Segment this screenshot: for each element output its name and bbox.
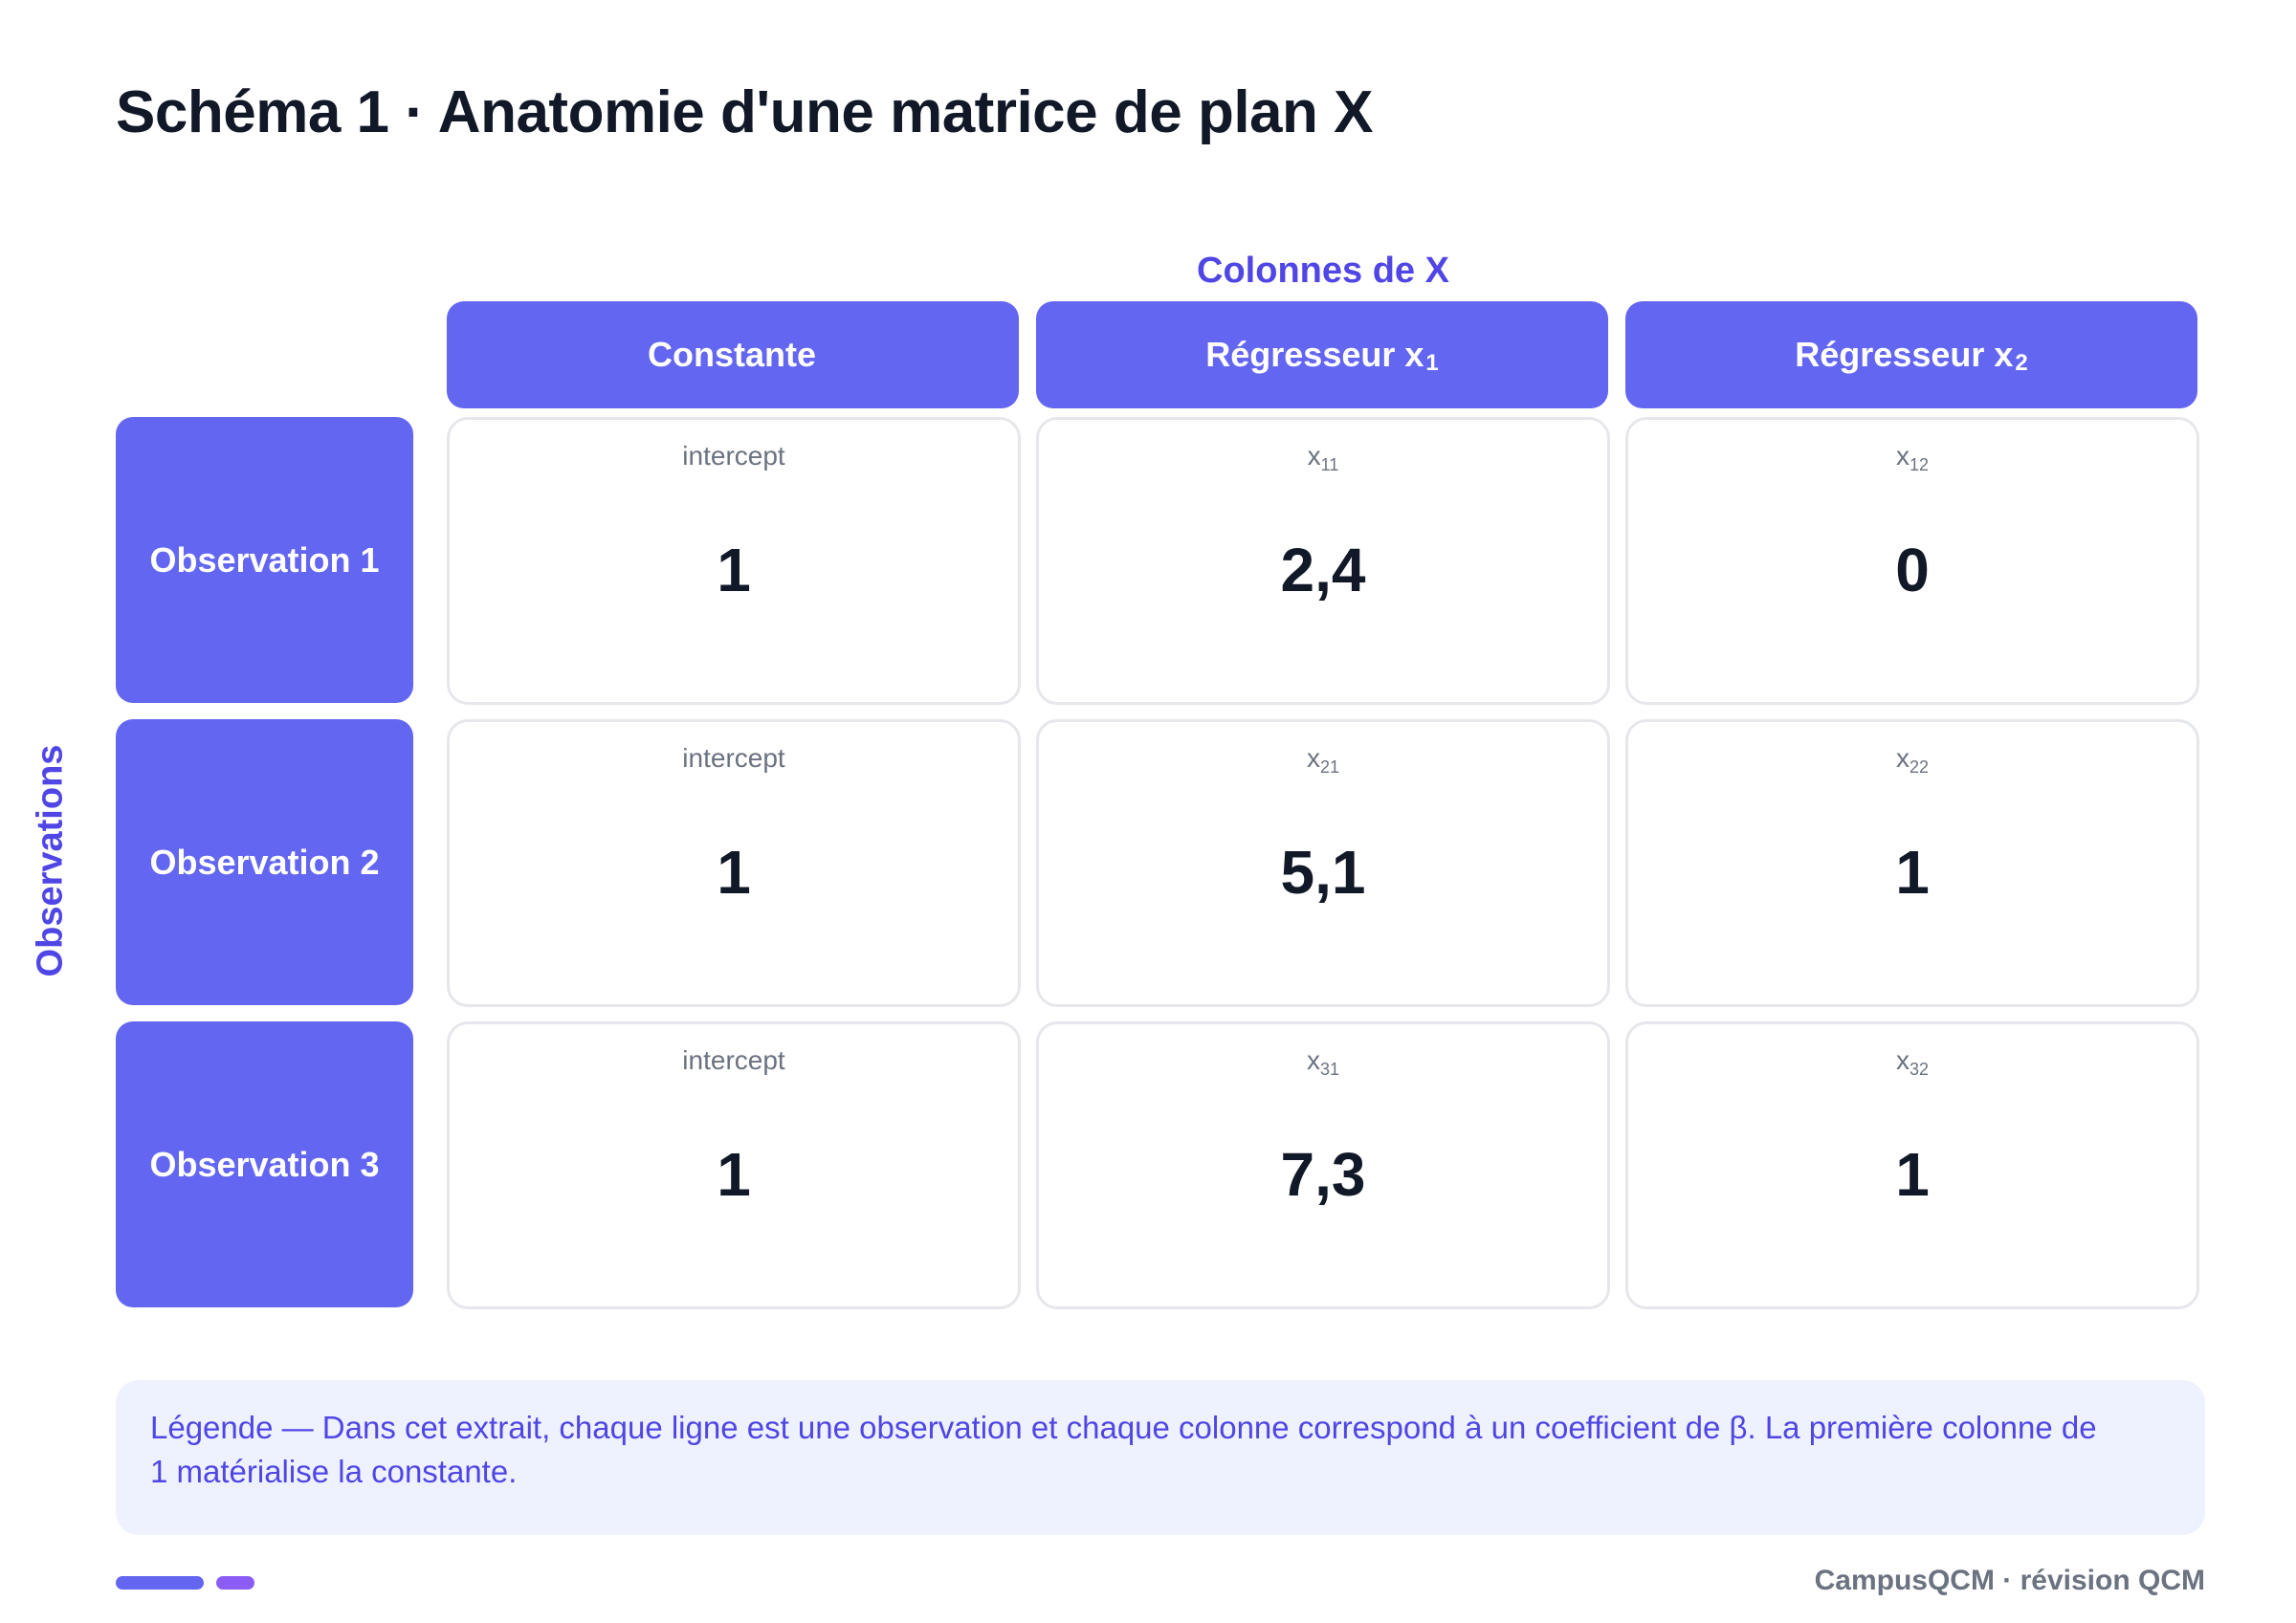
cell-label: $x_{32}$ <box>1895 1045 1930 1079</box>
column-header-regresseur-1 <box>1036 301 1608 408</box>
cell-label: $x_{11}$ <box>1307 441 1339 474</box>
row-header-observation-3: Observation 3 <box>116 1021 413 1307</box>
column-header-label: Constante <box>647 335 816 374</box>
cell-value: 5,1 <box>1280 838 1366 907</box>
matrix-cell <box>1625 1021 2199 1309</box>
cell-value: 2,4 <box>1280 536 1366 604</box>
rows-caption: Observations <box>30 744 71 977</box>
cell-value: 1 <box>1895 838 1930 907</box>
legend-box <box>116 1380 2205 1535</box>
cell-value: 1 <box>1895 1140 1930 1209</box>
matrix-cell <box>1036 417 1610 705</box>
row-header-observation-2: Observation 2 <box>116 719 413 1005</box>
column-header-regresseur-2 <box>1625 301 2197 408</box>
legend-text: Légende — Dans cet extrait, chaque ligne est une observation et chaque colonne correspond à un coefficient de β. La première colonne de 1 matérialise la constante. <box>150 1410 2097 1489</box>
footer-credit: CampusQCM · révision QCM <box>1814 1565 2205 1596</box>
matrix-cell <box>1625 417 2199 705</box>
row-header-observation-1: Observation 1 <box>116 417 413 703</box>
cell-label: $x_{31}$ <box>1306 1045 1340 1079</box>
matrix-cell <box>1036 1021 1610 1309</box>
matrix-cell <box>447 719 1021 1007</box>
matrix-cell <box>1036 719 1610 1007</box>
cell-label: intercept <box>682 1045 785 1075</box>
column-header-subscript: 1 <box>1425 350 1439 376</box>
cell-value: 1 <box>717 1140 751 1209</box>
matrix-cell <box>1625 719 2199 1007</box>
cell-value: 1 <box>717 536 751 604</box>
page-title: Schéma 1 · Anatomie d'une matrice de plan X <box>116 79 1373 145</box>
cell-label: $x_{21}$ <box>1306 743 1340 777</box>
cell-label: intercept <box>682 441 785 471</box>
cell-label: intercept <box>682 743 785 773</box>
cell-label: $x_{12}$ <box>1895 441 1930 474</box>
cell-label: $x_{22}$ <box>1895 743 1930 777</box>
column-header-label: Régresseur x <box>1205 335 1424 374</box>
matrix-cell <box>447 417 1021 705</box>
cell-value: 7,3 <box>1280 1140 1366 1209</box>
column-header-label: Régresseur x <box>1795 335 2014 374</box>
cell-value: 1 <box>717 838 751 907</box>
columns-caption: Colonnes de X <box>1197 251 1449 291</box>
cell-value: 0 <box>1895 536 1930 604</box>
column-header-constante <box>447 301 1019 408</box>
decorative-bar-accent <box>216 1576 254 1590</box>
decorative-bar <box>116 1576 204 1590</box>
column-header-subscript: 2 <box>2015 350 2028 376</box>
matrix-cell <box>447 1021 1021 1309</box>
